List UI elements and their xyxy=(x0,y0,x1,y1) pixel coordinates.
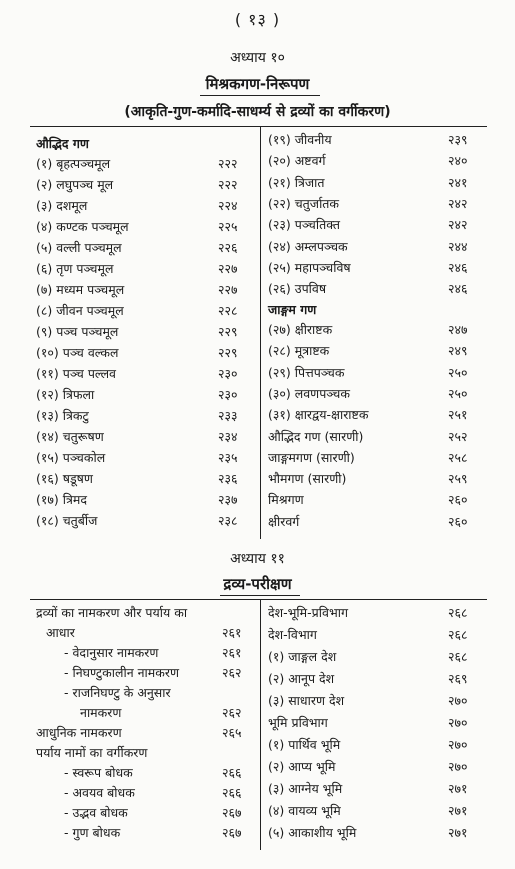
toc-entry xyxy=(268,194,488,214)
toc-entry xyxy=(36,743,262,763)
toc-entry-label: (३१) क्षारद्वय-क्षाराष्टक xyxy=(268,407,369,423)
toc-entry-label: (३) आग्नेय भूमि xyxy=(268,781,343,796)
toc-entry-page: २३८ xyxy=(218,513,238,528)
toc-entry-page: २६९ xyxy=(448,671,468,686)
toc-entry-label: - गुण बोधक xyxy=(64,825,121,840)
toc-entry xyxy=(36,364,258,384)
toc-entry-label: (२५) महापञ्चविष xyxy=(268,259,351,275)
toc-entry-page: २२७ xyxy=(218,261,238,276)
toc-entry-page: २२९ xyxy=(218,345,238,360)
toc-entry-label: (२०) अष्टवर्ग xyxy=(268,153,326,169)
toc-entry-page: २६६ xyxy=(222,765,242,780)
toc-entry-page: २२५ xyxy=(218,219,238,234)
toc-entry xyxy=(36,427,258,447)
toc-entry xyxy=(268,713,488,733)
toc-entry-label: मिश्रगण xyxy=(268,492,304,508)
toc-entry xyxy=(268,490,488,510)
toc-entry-page: २४६ xyxy=(448,281,468,297)
toc-entry-label: (१९) जीवनीय xyxy=(268,132,332,147)
toc-entry-page: २६८ xyxy=(448,627,468,642)
toc-entry-label: पर्याय नामों का वर्गीकरण xyxy=(36,745,148,760)
toc-entry xyxy=(268,130,488,150)
toc-entry-label: (१) जाङ्गल देश xyxy=(268,649,337,664)
toc-entry-page: २४१ xyxy=(448,174,468,190)
toc-entry-page: २४२ xyxy=(448,217,468,233)
toc-entry-label: नामकरण xyxy=(80,705,122,720)
chapter11-title-underline xyxy=(220,595,300,596)
toc-entry-page: २६२ xyxy=(222,705,242,720)
toc-entry-page: २३४ xyxy=(218,429,238,444)
toc-entry-page: २६१ xyxy=(222,625,242,640)
toc-entry xyxy=(268,279,488,299)
toc-entry xyxy=(36,217,258,237)
toc-entry-label: (४) कण्टक पञ्चमूल xyxy=(36,219,129,234)
toc-entry-page: २५८ xyxy=(448,449,468,465)
toc-entry-label: (२१) त्रिजात xyxy=(268,174,325,190)
toc-entry-page: २६६ xyxy=(222,785,242,800)
toc-entry-label: (१२) त्रिफला xyxy=(36,387,95,402)
toc-entry-label: (२४) अम्लपञ्चक xyxy=(268,238,348,254)
toc-entry-page: २५९ xyxy=(448,471,468,487)
toc-entry xyxy=(268,427,488,447)
toc-entry-label: (२) आनूप देश xyxy=(268,671,335,686)
toc-entry xyxy=(36,448,258,468)
toc-entry-page: २३३ xyxy=(218,408,238,423)
toc-entry xyxy=(64,823,262,843)
chapter10-top-rule xyxy=(30,126,487,127)
toc-entry xyxy=(268,757,488,777)
toc-entry-label: (६) तृण पञ्चमूल xyxy=(36,261,114,276)
toc-entry-label: (५) वल्ली पञ्चमूल xyxy=(36,240,122,255)
toc-entry-page: २६२ xyxy=(222,665,242,680)
toc-entry-label: (८) जीवन पञ्चमूल xyxy=(36,303,124,318)
toc-entry-page: २६० xyxy=(448,492,468,508)
toc-entry-label: (२३) पञ्चतिक्त xyxy=(268,217,341,233)
toc-entry-label: - स्वरूप बोधक xyxy=(64,765,133,780)
toc-entry-page: २४२ xyxy=(448,195,468,211)
toc-entry-page: २२७ xyxy=(218,282,238,297)
toc-entry-page: २२२ xyxy=(218,177,238,192)
toc-entry-label: (१) पार्थिव भूमि xyxy=(268,737,341,752)
toc-entry-page: २६१ xyxy=(222,645,242,660)
toc-entry-label: द्रव्यों का नामकरण और पर्याय का xyxy=(36,605,188,620)
toc-entry-page: २७० xyxy=(448,693,468,708)
toc-entry-label: आधुनिक नामकरण xyxy=(36,725,122,740)
toc-entry-page: २६५ xyxy=(222,725,242,740)
toc-entry xyxy=(268,669,488,689)
toc-entry-page: २७० xyxy=(448,759,468,774)
toc-entry-label: देश-भूमि-प्रविभाग xyxy=(268,605,349,620)
toc-entry-page: २७१ xyxy=(448,803,468,818)
toc-entry-label: (३) साधारण देश xyxy=(268,693,345,708)
toc-entry-page: २२६ xyxy=(218,240,238,255)
toc-entry-page: २५० xyxy=(448,385,468,401)
toc-entry xyxy=(46,623,262,643)
toc-entry-page: २५१ xyxy=(448,407,468,423)
toc-entry-label: (९) पञ्च पञ्चमूल xyxy=(36,324,119,339)
toc-entry xyxy=(268,173,488,193)
toc-entry-label: आधार xyxy=(46,625,75,640)
toc-entry xyxy=(36,280,258,300)
toc-entry-label: (२८) मूत्राष्टक xyxy=(268,343,330,359)
toc-entry-label: (७) मध्यम पञ्चमूल xyxy=(36,282,125,297)
toc-entry xyxy=(36,469,258,489)
toc-entry-page: २३६ xyxy=(218,471,238,486)
toc-entry xyxy=(268,691,488,711)
toc-entry-label: (३०) लवणपञ्चक xyxy=(268,385,350,401)
toc-entry-page: २३० xyxy=(218,366,238,381)
toc-entry xyxy=(268,405,488,425)
toc-entry xyxy=(36,196,258,216)
toc-entry xyxy=(36,301,258,321)
toc-entry-page: २६० xyxy=(448,513,468,529)
toc-entry xyxy=(64,803,262,823)
toc-entry-page: २५० xyxy=(448,364,468,380)
toc-entry xyxy=(268,448,488,468)
toc-entry-page: २७१ xyxy=(448,781,468,796)
toc-entry xyxy=(268,469,488,489)
toc-entry-label: (१३) त्रिकटु xyxy=(36,408,89,423)
chapter10-title: मिश्रकगण-निरूपण xyxy=(205,75,310,93)
toc-entry-page: २२२ xyxy=(218,156,238,171)
toc-entry-page: २६७ xyxy=(222,825,242,840)
toc-entry xyxy=(36,723,262,743)
toc-entry-page: २२८ xyxy=(218,303,238,318)
toc-entry xyxy=(268,341,488,361)
toc-entry xyxy=(80,703,262,723)
toc-entry-label: औद्भिद गण (सारणी) xyxy=(268,428,364,444)
toc-entry-page: २७० xyxy=(448,737,468,752)
toc-entry-page: २४९ xyxy=(448,343,468,359)
toc-entry xyxy=(36,490,258,510)
section-heading: औद्भिद गण xyxy=(36,136,89,151)
toc-entry-label: क्षीरवर्ग xyxy=(268,513,300,529)
toc-entry xyxy=(36,154,258,174)
toc-entry xyxy=(268,801,488,821)
toc-entry-label: (११) पञ्च पल्लव xyxy=(36,366,116,381)
toc-entry-label: (२) लघुपञ्च मूल xyxy=(36,177,114,192)
toc-entry-label: (१) बृहत्पञ्चमूल xyxy=(36,156,111,171)
toc-entry-page: २७१ xyxy=(448,825,468,840)
chapter11-top-rule xyxy=(30,599,487,600)
toc-entry xyxy=(268,320,488,340)
toc-entry-label: भूमि प्रविभाग xyxy=(268,715,328,730)
toc-entry xyxy=(268,512,488,532)
section-heading: जाङ्गम गण xyxy=(268,302,317,317)
toc-entry-page: २७० xyxy=(448,715,468,730)
toc-entry-label: - निघण्टुकालीन नामकरण xyxy=(64,665,180,680)
toc-entry-label: (१०) पञ्च वल्कल xyxy=(36,345,119,360)
toc-entry-page: २३५ xyxy=(218,450,238,465)
toc-entry-label: - उद्भव बोधक xyxy=(64,805,128,820)
toc-entry xyxy=(268,735,488,755)
toc-entry xyxy=(36,259,258,279)
toc-entry-label: भौमगण (सारणी) xyxy=(268,471,347,487)
chapter11-title: द्रव्य-परीक्षण xyxy=(223,575,292,593)
toc-entry-label: (५) आकाशीय भूमि xyxy=(268,825,357,840)
toc-entry xyxy=(64,663,262,683)
toc-entry-label: (२) आप्य भूमि xyxy=(268,759,336,774)
toc-entry xyxy=(36,175,258,195)
toc-entry xyxy=(36,322,258,342)
toc-entry-label: - अवयव बोधक xyxy=(64,785,135,800)
toc-entry-label: (२६) उपविष xyxy=(268,281,327,297)
toc-entry xyxy=(64,683,262,703)
toc-entry-label: (४) वायव्य भूमि xyxy=(268,803,341,818)
toc-entry-page: २६८ xyxy=(448,649,468,664)
toc-entry xyxy=(268,779,488,799)
toc-entry-page: २३७ xyxy=(218,492,238,507)
toc-entry xyxy=(36,238,258,258)
toc-entry xyxy=(36,343,258,363)
toc-entry-page: २३९ xyxy=(448,132,468,147)
toc-entry xyxy=(36,511,258,531)
toc-entry xyxy=(268,647,488,667)
toc-entry-page: २३० xyxy=(218,387,238,402)
toc-entry xyxy=(64,763,262,783)
toc-entry xyxy=(268,151,488,171)
toc-entry xyxy=(268,215,488,235)
chapter10-title-underline xyxy=(200,95,320,96)
toc-entry-label: (२९) पित्तपञ्चक xyxy=(268,364,345,380)
toc-entry-label: - राजनिघण्टु के अनुसार xyxy=(64,685,171,700)
toc-entry xyxy=(268,363,488,383)
toc-entry-page: २४४ xyxy=(448,238,468,254)
toc-entry-label: (१६) षडूषण xyxy=(36,471,93,486)
toc-entry-label: (२७) क्षीराष्टक xyxy=(268,322,333,337)
toc-entry-label: (१५) पञ्चकोल xyxy=(36,450,106,465)
toc-entry-label: (१४) चतुरूषण xyxy=(36,429,104,444)
toc-entry-label: (१८) चतुर्बीज xyxy=(36,513,98,528)
toc-entry-page: २२४ xyxy=(218,198,238,213)
toc-entry xyxy=(268,384,488,404)
toc-entry-label: (१७) त्रिमद xyxy=(36,492,87,507)
toc-entry xyxy=(268,625,488,645)
page-number: ( १३ ) xyxy=(234,10,281,29)
toc-entry-page: २५२ xyxy=(448,428,468,444)
toc-entry xyxy=(36,406,258,426)
toc-entry-label: - वेदानुसार नामकरण xyxy=(64,645,159,660)
chapter10-subtitle: (आकृति-गुण-कर्मादि-साधर्म्य से द्रव्यों का वर्गीकरण) xyxy=(124,104,391,120)
toc-entry xyxy=(268,258,488,278)
chapter11-heading: अध्याय ११ xyxy=(230,551,285,567)
toc-entry-label: जाङ्गमगण (सारणी) xyxy=(268,449,355,465)
toc-entry-page: २२९ xyxy=(218,324,238,339)
toc-entry xyxy=(268,603,488,623)
toc-entry-page: २४७ xyxy=(448,322,468,337)
toc-entry-label: (३) दशमूल xyxy=(36,198,88,213)
toc-entry xyxy=(268,823,488,843)
toc-entry-label: देश-विभाग xyxy=(268,627,317,642)
chapter10-column-divider xyxy=(260,127,261,539)
toc-entry xyxy=(36,385,258,405)
toc-entry-label: (२२) चतुर्जातक xyxy=(268,195,340,211)
toc-entry-page: २४६ xyxy=(448,259,468,275)
toc-entry xyxy=(36,603,262,623)
chapter10-heading: अध्याय १० xyxy=(230,50,285,66)
toc-entry-page: २६८ xyxy=(448,605,468,620)
toc-entry-page: २६७ xyxy=(222,805,242,820)
toc-entry-page: २४० xyxy=(448,153,468,169)
toc-entry xyxy=(64,643,262,663)
toc-entry xyxy=(268,237,488,257)
toc-entry xyxy=(64,783,262,803)
